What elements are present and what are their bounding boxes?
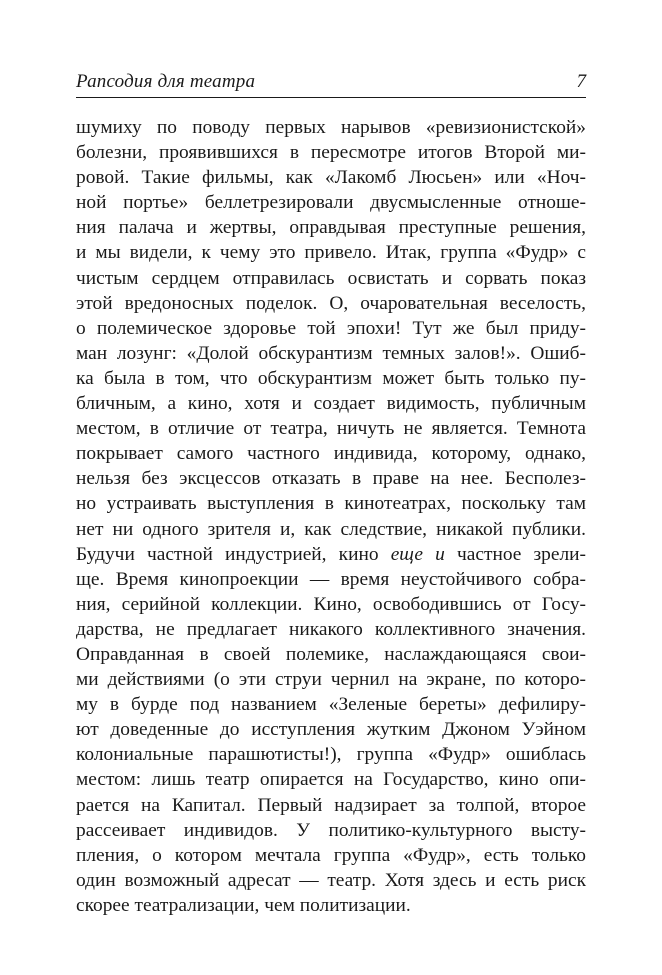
text-line: дарства, не предлагает никакого коллективного значения. [76,618,586,640]
text-line: ми действиями (о эти струи чернил на экране, по которо- [76,669,586,691]
text-line: о полемическое здоровье той эпохи! Тут же был приду- [76,317,586,339]
text-line: и мы видели, к чему это привело. Итак, группа «Фудр» с [76,242,586,264]
text-line: Оправданная в своей полемике, наслаждающаяся свои- [76,643,586,665]
text-line: ют доведенные до исступления жутким Джоном Уэйном [76,719,586,741]
text-line: ния, серийной коллекции. Кино, освободившись от Госу- [76,593,586,615]
text-line: ния палача и жертвы, оправдывая преступные решения, [76,217,586,239]
text-line: местом, в отличие от театра, ничуть не является. Темнота [76,418,586,440]
page-number: 7 [576,71,586,92]
text-line: ка была в том, что обскурантизм может быть только пу- [76,367,586,389]
text-line-with-emphasis [76,542,586,567]
text-line: рассеивает индивидов. У политико-культурного высту- [76,819,586,841]
text-segment: частное зрели- [444,543,586,565]
text-line: нет ни одного зрителя и, как следствие, никакой публики. [76,518,586,540]
body-text [76,115,586,918]
text-line: рается на Капитал. Первый надзирает за толпой, второе [76,794,586,816]
text-line: ще. Время кинопроекции — время неустойчивого собра- [76,568,586,590]
text-line: покрывает самого частного индивида, которому, однако, [76,443,586,465]
text-line: но устраивать выступления в кинотеатрах, поскольку там [76,493,586,515]
running-title: Рапсодия для театра [76,71,256,92]
text-line: ной портье» беллетрезировали двусмысленные отноше- [76,192,586,214]
running-head [76,68,586,96]
text-line: пления, о котором мечтала группа «Фудр», есть только [76,844,586,866]
text-line: местом: лишь театр опирается на Государство, кино опи- [76,769,586,791]
text-line: му в бурде под названием «Зеленые береты» дефилиру- [76,694,586,716]
text-line: ровой. Такие фильмы, как «Лакомб Люсьен» или «Ноч- [76,167,586,189]
text-line: один возможный адресат — театр. Хотя здесь и есть риск [76,869,586,891]
text-line: ман лозунг: «Долой обскурантизм темных залов!». Ошиб- [76,342,586,364]
text-line: этой вредоносных поделок. О, очаровательная веселость, [76,292,586,314]
text-line: чистым сердцем отправилась освистать и сорвать показ [76,267,586,289]
text-line: шумиху по поводу первых нарывов «ревизионистской» [76,117,586,138]
text-line-last: скорее театрализации, чем политизации. [76,894,411,916]
header-rule [76,97,586,98]
text-line: болезни, проявившихся в пересмотре итогов Второй ми- [76,142,586,164]
text-segment: Будучи частной индустрией, кино [76,543,391,565]
emphasis-text: еще и [390,543,445,565]
text-line: бличным, а кино, хотя и создает видимость, публичным [76,393,586,415]
text-line: колониальные парашютисты!), группа «Фудр» ошиблась [76,744,586,766]
text-line: нельзя без эксцессов отказать в праве на нее. Бесполез- [76,468,586,490]
